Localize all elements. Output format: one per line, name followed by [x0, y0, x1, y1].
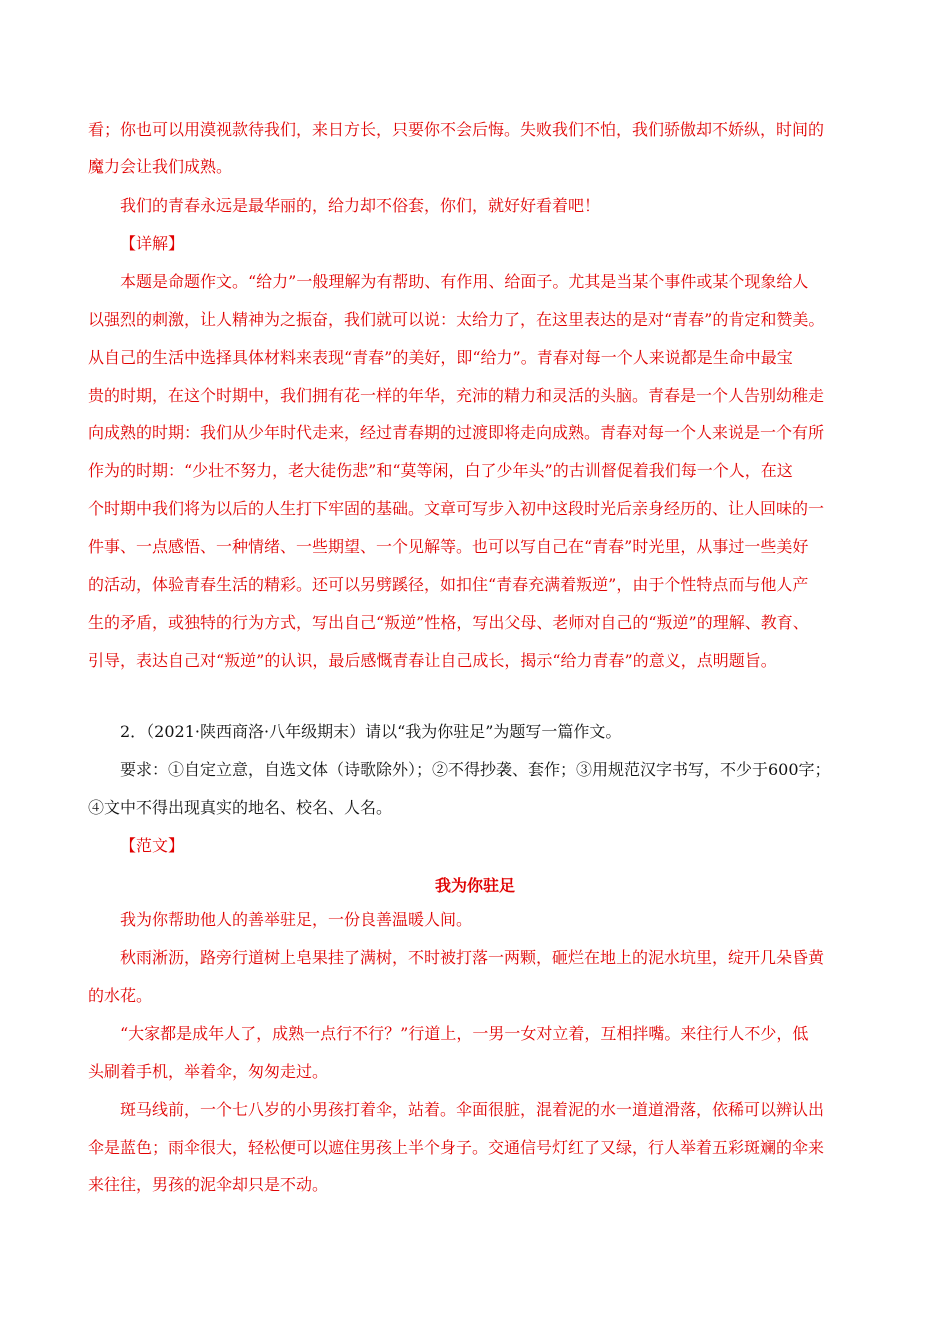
paragraph-line: 本题是命题作文。“给力”一般理解为有帮助、有作用、给面子。尤其是当某个事件或某个现象给人 — [120, 272, 809, 291]
paragraph-line: 贵的时期，在这个时期中，我们拥有花一样的年华，充沛的精力和灵活的头脑。青春是一个人告别幼稚走 — [88, 386, 825, 405]
paragraph-line: 件事、一点感悟、一种情绪、一些期望、一个见解等。也可以写自己在“青春”时光里，从事过一些美好 — [88, 537, 809, 556]
requirements-line: ④文中不得出现真实的地名、校名、人名。 — [88, 798, 393, 817]
paragraph-line: 向成熟的时期：我们从少年时代走来，经过青春期的过渡即将走向成熟。青春对每一个人来说是一个有所 — [88, 423, 825, 442]
paragraph-line: 引导，表达自己对“叛逆”的认识，最后感慨青春让自己成长，揭示“给力青春”的意义，点明题旨。 — [88, 651, 777, 670]
paragraph-line: 我们的青春永远是最华丽的，给力却不俗套，你们，就好好看着吧！ — [120, 196, 601, 215]
paragraph-line: 看；你也可以用漠视款待我们，来日方长，只要你不会后悔。失败我们不怕，我们骄傲却不娇纵，时间的 — [88, 120, 825, 139]
paragraph-line: 作为的时期：“少壮不努力，老大徒伤悲”和“莫等闲，白了少年头”的古训督促着我们每一个人，在这 — [88, 461, 793, 480]
paragraph-line: 我为你帮助他人的善举驻足，一份良善温暖人间。 — [120, 910, 473, 929]
paragraph-line: 斑马线前，一个七八岁的小男孩打着伞，站着。伞面很脏，混着泥的水一道道滑落，依稀可以辨认出 — [120, 1100, 825, 1119]
section-label-xiangjie: 【详解】 — [120, 234, 185, 253]
paragraph-line: 以强烈的刺激，让人精神为之振奋，我们就可以说：太给力了，在这里表达的是对“青春”的肯定和赞美。 — [88, 310, 825, 329]
paragraph-line: 的水花。 — [88, 986, 153, 1005]
paragraph-line: 生的矛盾，或独特的行为方式，写出自己“叛逆”性格，写出父母、老师对自己的“叛逆”的理解、教育、 — [88, 613, 809, 632]
essay-title: 我为你驻足 — [434, 876, 515, 895]
paragraph-line: 来往往，男孩的泥伞却只是不动。 — [88, 1175, 329, 1194]
paragraph-line: “大家都是成年人了，成熟一点行不行？”行道上，一男一女对立着，互相拌嘴。来往行人不少，低 — [120, 1024, 809, 1043]
paragraph-line: 从自己的生活中选择具体材料来表现“青春”的美好，即“给力”。青春对每一个人来说都是生命中最宝 — [88, 348, 793, 367]
paragraph-line: 伞是蓝色；雨伞很大，轻松便可以遮住男孩上半个身子。交通信号灯红了又绿，行人举着五彩斑斓的伞来 — [88, 1138, 825, 1157]
question-prompt: 2．（2021·陕西商洛·八年级期末）请以“我为你驻足”为题写一篇作文。 — [120, 722, 622, 741]
section-label-fanwen: 【范文】 — [120, 836, 185, 855]
paragraph-line: 个时期中我们将为以后的人生打下牢固的基础。文章可写步入初中这段时光后亲身经历的、让人回味的一 — [88, 499, 825, 518]
paragraph-line: 的活动，体验青春生活的精彩。还可以另劈蹊径，如扣住“青春充满着叛逆”，由于个性特点而与他人产 — [88, 575, 809, 594]
paragraph-line: 头刷着手机，举着伞，匆匆走过。 — [88, 1062, 329, 1081]
paragraph-line: 秋雨淅沥，路旁行道树上皂果挂了满树，不时被打落一两颗，砸烂在地上的泥水坑里，绽开几朵昏黄 — [120, 948, 825, 967]
paragraph-line: 魔力会让我们成熟。 — [88, 157, 233, 176]
requirements-line: 要求：①自定立意，自选文体（诗歌除外）；②不得抄袭、套作；③用规范汉字书写，不少于600字； — [120, 760, 831, 779]
